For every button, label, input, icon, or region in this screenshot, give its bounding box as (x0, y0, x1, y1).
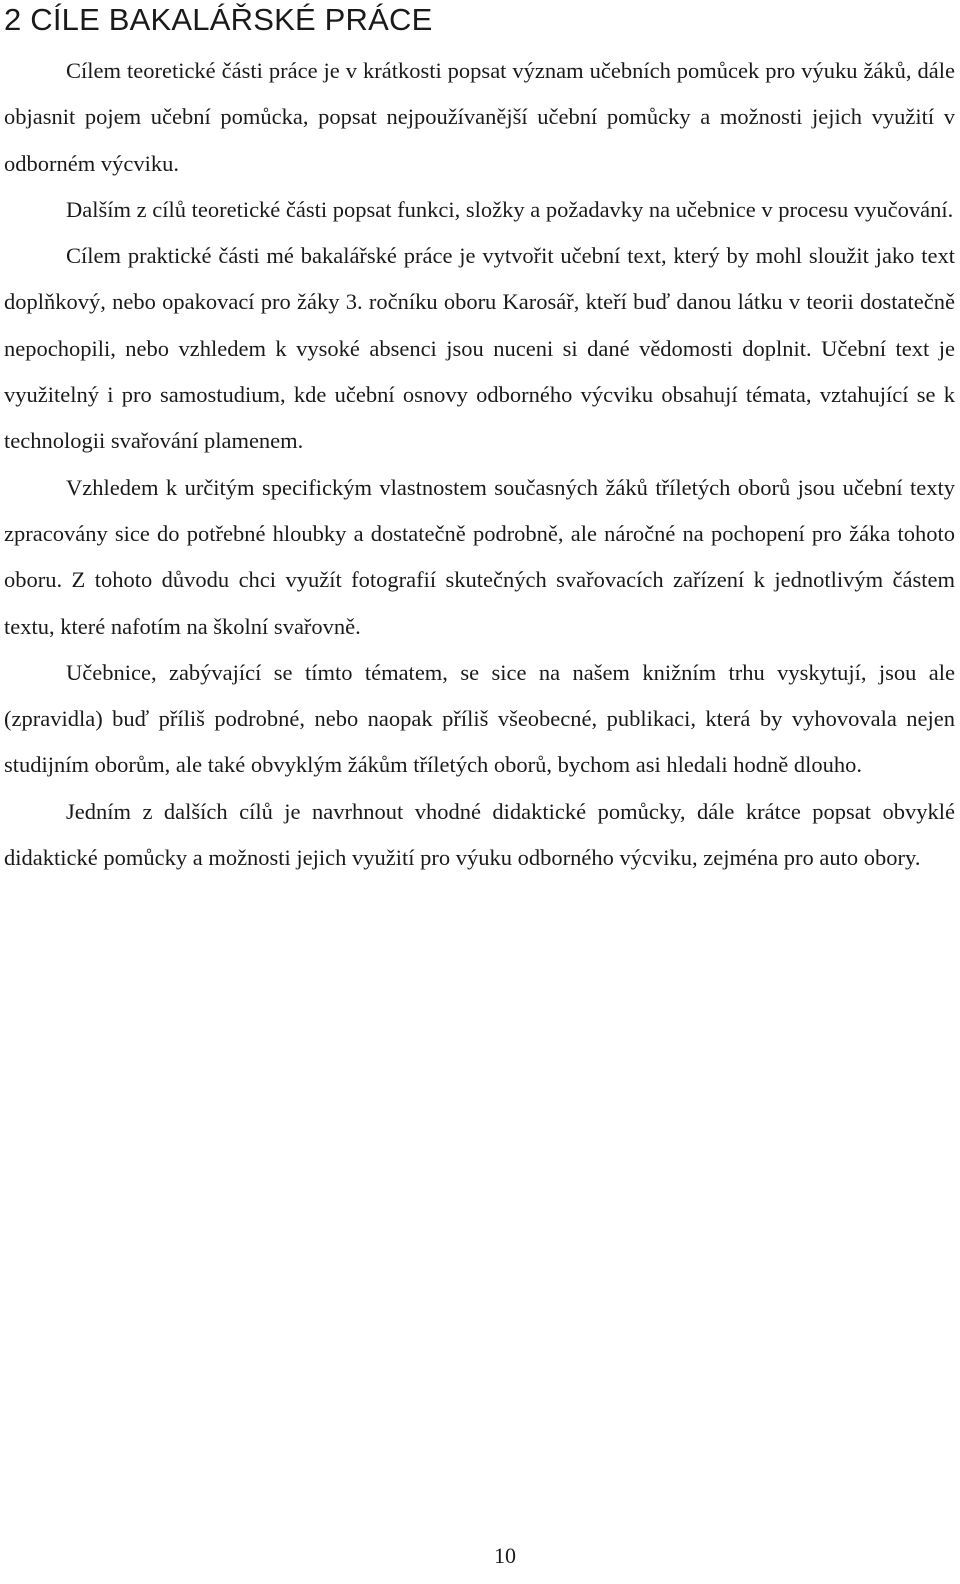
paragraph-student-specifics: Vzhledem k určitým specifickým vlastnostem současných žáků tříletých oborů jsou učební texty zpracovány sice do potřebné hloubky a dostatečně podrobně, ale náročné na pochopení pro žáka tohoto oboru. Z tohoto důvodu chci využít fotografií skutečných svařovacích zařízení k jednotlivým částem textu, které nafotím na školní svařovně. (4, 474, 955, 639)
paragraph-textbook-goal: Dalším z cílů teoretické části popsat funkci, složky a požadavky na učebnice v procesu vyučování. (66, 196, 954, 222)
paragraph-theory-goal: Cílem teoretické části práce je v krátkosti popsat význam učebních pomůcek pro výuku žáků, dále objasnit pojem učební pomůcka, popsat nejpoužívanější učební pomůcky a možnosti jejich využití v odborném výcviku. (4, 58, 955, 176)
paragraph-practical-goal: Cílem praktické části mé bakalářské práce je vytvořit učební text, který by mohl sloužit jako text doplňkový, nebo opakovací pro žáky 3. ročníku oboru Karosář, kteří buď danou látku v teorii dostatečně nepochopili, nebo vzhledem k vysoké absenci jsou nuceni si dané vědomosti doplnit. Učební text je využitelný i pro samostudium, kde učební osnovy odborného výcviku obsahují témata, vztahující se k technologii svařování plamenem. (4, 243, 955, 454)
page-number: 10 (494, 1543, 516, 1568)
paragraph-didactic-aids: Jedním z dalších cílů je navrhnout vhodné didaktické pomůcky, dále krátce popsat obvyklé didaktické pomůcky a možnosti jejich využití pro výuku odborného výcviku, zejména pro auto obory. (4, 798, 955, 871)
paragraph-textbook-market: Učebnice, zabývající se tímto tématem, se sice na našem knižním trhu vyskytují, jsou ale (zpravidla) buď příliš podrobné, nebo naopak příliš všeobecné, publikaci, která by vyhovovala nejen studijním oborům, ale také obvyklým žákům tříletých oborů, bychom asi hledali hodně dlouho. (4, 659, 955, 778)
body-text (4, 48, 955, 881)
chapter-heading: 2 CÍLE BAKALÁŘSKÉ PRÁCE (4, 2, 433, 37)
